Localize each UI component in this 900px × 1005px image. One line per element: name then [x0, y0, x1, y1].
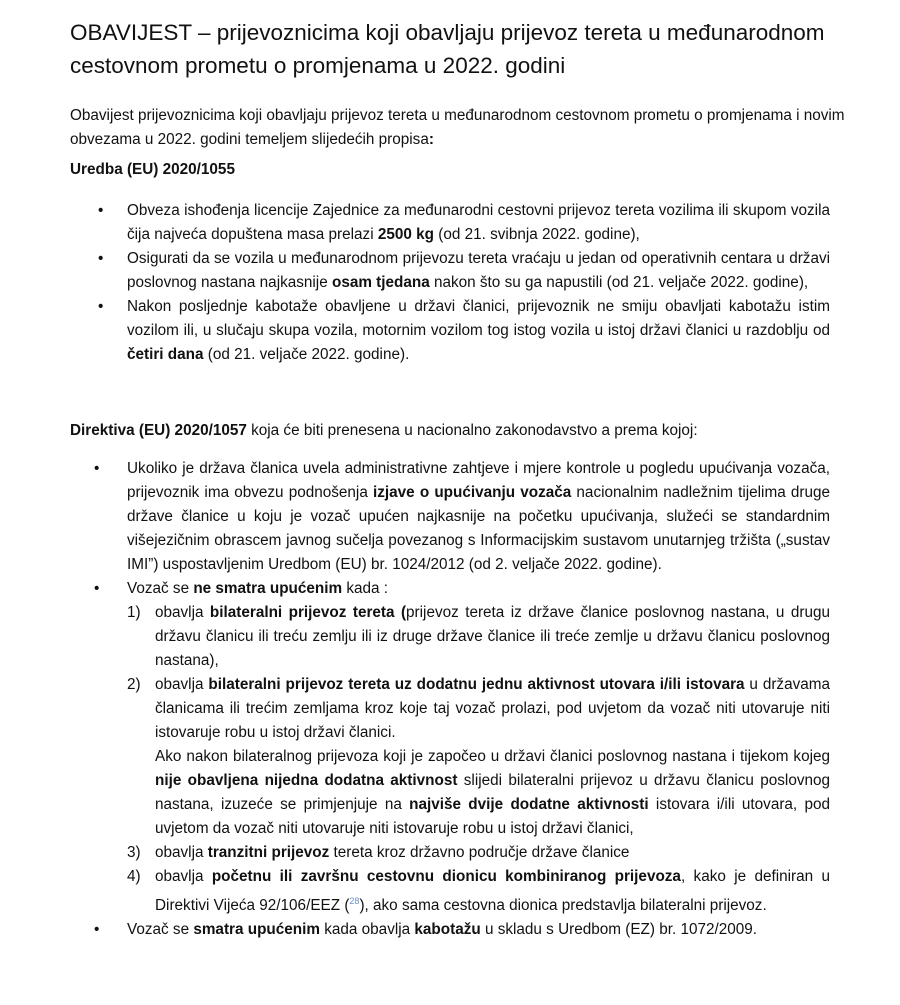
item-text: u državama članicama ili trećim zemljama kroz koje taj vozač prolazi, pod uvjetom da vozač niti utovaruje niti istovaruje robu u istoj državi članici. [155, 676, 830, 741]
item-text: obavlja [155, 676, 209, 693]
item-text: Ako nakon bilateralnog prijevoza koji je započeo u državi članici poslovnog nastana i tijekom kojeg [155, 748, 830, 765]
item-text: u skladu s Uredbom (EZ) br. 1072/2009. [480, 921, 758, 939]
numbered-item [127, 841, 830, 865]
item-emphasis: 2500 kg [377, 226, 434, 243]
item-text: Vozač se [127, 921, 194, 939]
numbered-list [127, 601, 830, 918]
item-emphasis: četiri dana [127, 346, 204, 363]
item-number: 3) [127, 844, 141, 861]
item-continuation [155, 745, 830, 841]
item-text: Nakon posljednje kabotaže obavljene u državi članici, prijevoznik ne smiju obavljati kabotažu istim vozilom ili, u slučaju skupa vozila, motornim vozilom tog istog vozila u istoj državi članici u razdoblju od [127, 298, 830, 339]
uredba-heading: Uredba (EU) 2020/1055 [70, 161, 235, 178]
item-number: 2) [127, 676, 141, 693]
item-emphasis: tranzitni prijevoz [207, 844, 330, 861]
item-text: prijevoz tereta iz države članice poslovnog nastana, u drugu državu članicu ili treću zemlju ili iz druge države članice ili treće zemlje u državu članicu poslovnog nastana), [155, 604, 830, 669]
item-emphasis: najviše dvije dodatne aktivnosti [409, 796, 649, 813]
item-emphasis: početnu ili završnu cestovnu dionicu kombiniranog prijevoza [211, 868, 681, 885]
item-text: Ukoliko je država članica uvela administrativne zahtjeve i mjere kontrole u pogledu upućivanja vozača, prijevoznik ima obvezu podnošenja [127, 460, 830, 501]
item-text: nakon što su ga napustili (od 21. veljače 2022. godine), [429, 274, 809, 291]
numbered-item [127, 601, 830, 673]
item-text: Vozač se [127, 580, 194, 597]
numbered-item [127, 673, 830, 841]
item-text: nacionalnim nadležnim tijelima druge države članice u koju je vozač upućen najkasnije na početku upućivanja, služeći se standardnim višejezičnim obrascem javnog sučelja povezanog s Informacijskim sustavom unutarnjeg tržišta („sustav IMI”) uspostavljenim Uredbom (EU) br. 1024/2012 (od 2. veljače 2022. godine). [127, 484, 830, 573]
item-text: istovara i/ili utovara, pod uvjetom da vozač niti utovaruje niti istovaruje robu u istoj državi članici, [155, 796, 830, 837]
item-emphasis: kabotažu [414, 921, 481, 939]
item-text: kada obavlja [320, 921, 415, 939]
item-emphasis: smatra upućenim [193, 921, 320, 939]
item-emphasis: nije obavljena nijedna dodatna aktivnost [155, 772, 458, 789]
list-item [70, 918, 830, 942]
item-text: ), ako sama cestovna dionica predstavlja bilateralni prijevoz. [359, 897, 767, 915]
intro-paragraph [70, 104, 860, 152]
item-emphasis: ne smatra upućenim [193, 580, 343, 597]
list-item [70, 295, 830, 367]
item-text: Osigurati da se vozila u međunarodnom prijevozu tereta vraćaju u jedan od operativnih centara u državi poslovnog nastana najkasnije [127, 250, 830, 291]
item-emphasis: izjave o upućivanju vozača [373, 484, 572, 501]
item-text: (od 21. svibnja 2022. godine), [434, 226, 640, 243]
direktiva-list [70, 457, 830, 942]
document-title: OBAVIJEST – prijevoznicima koji obavljaju prijevoz tereta u međunarodnom cestovnom prometu o promjenama u 2022. godini [70, 20, 825, 78]
numbered-item [127, 865, 830, 918]
intro-colon: : [428, 131, 434, 148]
item-emphasis: bilateralni prijevoz tereta uz dodatnu jednu aktivnost utovara i/ili istovara [208, 676, 745, 693]
direktiva-heading [70, 419, 860, 443]
footnote-reference[interactable]: 28 [349, 896, 360, 906]
item-number: 4) [127, 868, 141, 885]
item-text: , kako je definiran u Direktivi Vijeća 92/106/EEZ ( [155, 868, 830, 915]
item-text: tereta kroz državno područje države članice [329, 844, 630, 861]
item-text: Obveza ishođenja licencije Zajednice za međunarodni cestovni prijevoz tereta vozilima ili skupom vozila čija najveća dopuštena masa prelazi [127, 202, 830, 243]
item-text: (od 21. veljače 2022. godine). [203, 346, 410, 363]
list-item [70, 247, 830, 295]
item-text: obavlja [155, 868, 212, 885]
uredba-list [70, 199, 830, 367]
item-number: 1) [127, 604, 141, 621]
intro-text: Obavijest prijevoznicima koji obavljaju prijevoz tereta u međunarodnom cestovnom prometu o promjenama i novim obvezama u 2022. godini temeljem slijedećih propisa [70, 107, 845, 148]
list-item [70, 199, 830, 247]
item-text: obavlja [155, 604, 210, 621]
direktiva-heading-bold: Direktiva (EU) 2020/1057 [70, 422, 247, 439]
list-item [70, 457, 830, 577]
item-emphasis: osam tjedana [331, 274, 430, 291]
item-text: obavlja [155, 844, 208, 861]
direktiva-heading-rest: koja će biti prenesena u nacionalno zakonodavstvo a prema kojoj: [246, 422, 698, 439]
item-emphasis: bilateralni prijevoz tereta ( [209, 604, 407, 621]
item-text: slijedi bilateralni prijevoz u državu članicu poslovnog nastana, izuzeće se primjenjuje na [155, 772, 830, 813]
list-item [70, 577, 830, 918]
item-text: kada : [342, 580, 389, 597]
